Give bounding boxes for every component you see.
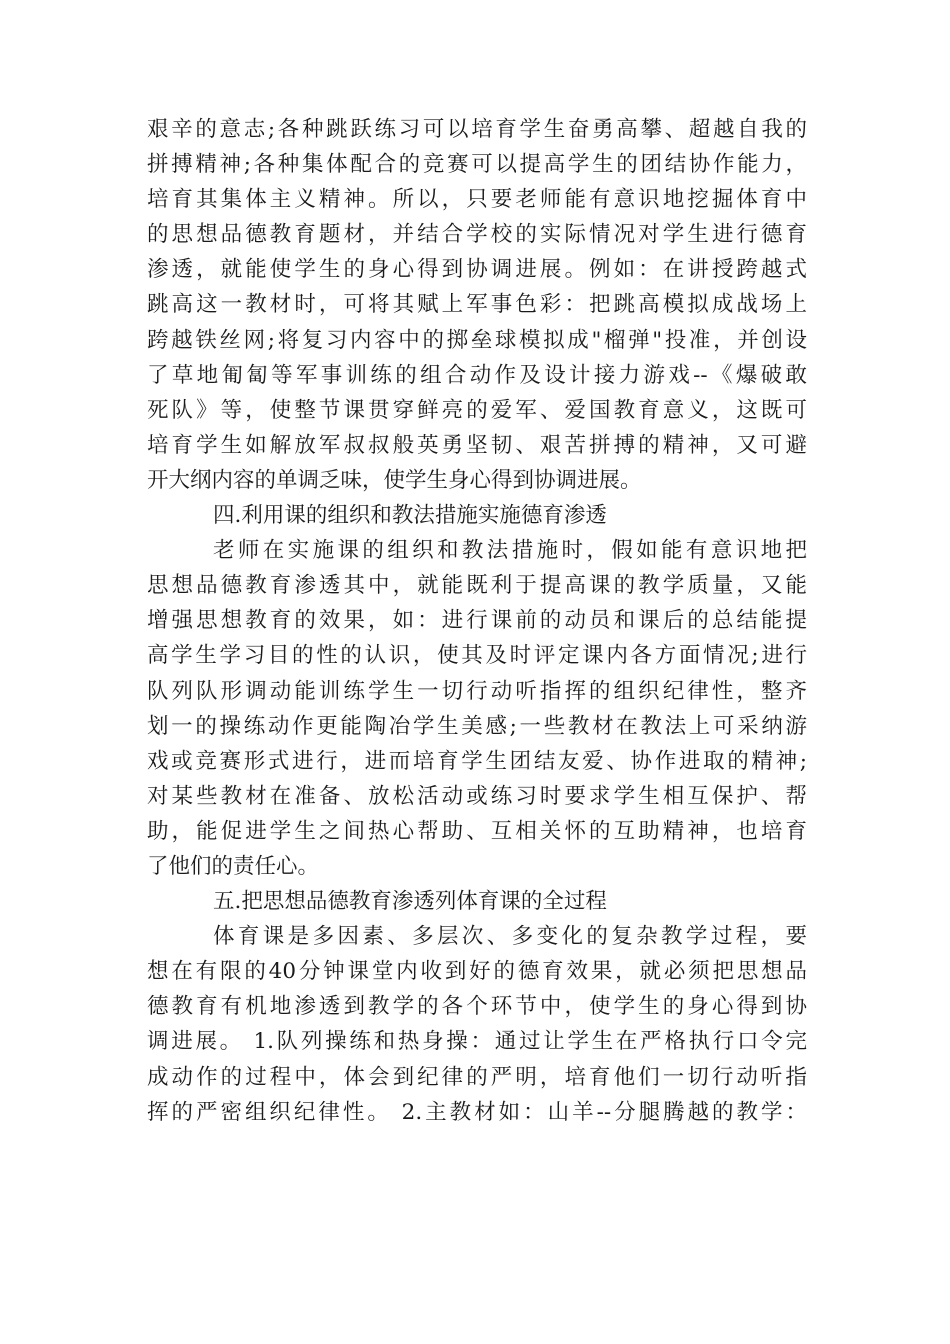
section-heading-4: 四.利用课的组织和教法措施实施德育渗透: [213, 503, 607, 529]
text-line: 思想品德教育渗透其中，就能既利于提高课的教学质量，又能: [147, 573, 807, 599]
text-line: 队列队形调动能训练学生一切行动听指挥的组织纪律性，整齐: [147, 678, 807, 704]
text-line: 老师在实施课的组织和教法措施时，假如能有意识地把: [213, 538, 807, 564]
text-line: 想在有限的40分钟课堂内收到好的德育效果，就必须把思想品: [147, 959, 807, 985]
text-line: 增强思想教育的效果，如：进行课前的动员和课后的总结能提: [147, 608, 807, 634]
text-line: 跳高这一教材时，可将其赋上军事色彩：把跳高模拟成战场上: [147, 292, 807, 318]
paragraph-3: [147, 919, 807, 1130]
text-line: 成动作的过程中，体会到纪律的严明，培育他们一切行动听指: [147, 1064, 807, 1090]
paragraph-2: [147, 533, 807, 884]
text-line: 死队》等，使整节课贯穿鲜亮的爱军、爱国教育意义，这既可: [147, 397, 807, 423]
text-line: 调进展。 1.队列操练和热身操：通过让学生在严格执行口令完: [147, 1029, 807, 1055]
text-line: 拼搏精神;各种集体配合的竞赛可以提高学生的团结协作能力，: [147, 152, 807, 178]
text-line: 戏或竞赛形式进行，进而培育学生团结友爱、协作进取的精神;: [147, 748, 807, 774]
text-line: 艰辛的意志;各种跳跃练习可以培育学生奋勇高攀、超越自我的: [147, 117, 807, 142]
text-line: 划一的操练动作更能陶冶学生美感;一些教材在教法上可采纳游: [147, 713, 807, 739]
text-line: 开大纲内容的单调乏味，使学生身心得到协调进展。: [147, 467, 642, 493]
text-line: 挥的严密组织纪律性。 2.主教材如：山羊--分腿腾越的教学：: [147, 1099, 807, 1125]
text-line: 高学生学习目的性的认识，使其及时评定课内各方面情况;进行: [147, 643, 807, 669]
text-line: 了他们的责任心。: [147, 853, 320, 879]
document-page: [147, 112, 807, 1130]
text-line: 的思想品德教育题材，并结合学校的实际情况对学生进行德育: [147, 222, 807, 248]
text-line: 德教育有机地渗透到教学的各个环节中，使学生的身心得到协: [147, 994, 807, 1020]
text-line: 体育课是多因素、多层次、多变化的复杂教学过程，要: [213, 924, 807, 950]
text-line: 培育学生如解放军叔叔般英勇坚韧、艰苦拼搏的精神，又可避: [147, 432, 807, 458]
text-line: 跨越铁丝网;将复习内容中的掷垒球模拟成"榴弹"投准，并创设: [147, 327, 807, 353]
text-line: 对某些教材在准备、放松活动或练习时要求学生相互保护、帮: [147, 783, 807, 809]
paragraph-1: [147, 112, 807, 498]
text-line: 助，能促进学生之间热心帮助、互相关怀的互助精神，也培育: [147, 818, 807, 844]
text-line: 培育其集体主义精神。所以，只要老师能有意识地挖掘体育中: [147, 187, 807, 213]
text-line: 渗透，就能使学生的身心得到协调进展。例如：在讲授跨越式: [147, 257, 807, 283]
text-line: 了草地匍匐等军事训练的组合动作及设计接力游戏--《爆破敢: [147, 362, 807, 388]
section-heading-5: 五.把思想品德教育渗透列体育课的全过程: [213, 889, 607, 915]
